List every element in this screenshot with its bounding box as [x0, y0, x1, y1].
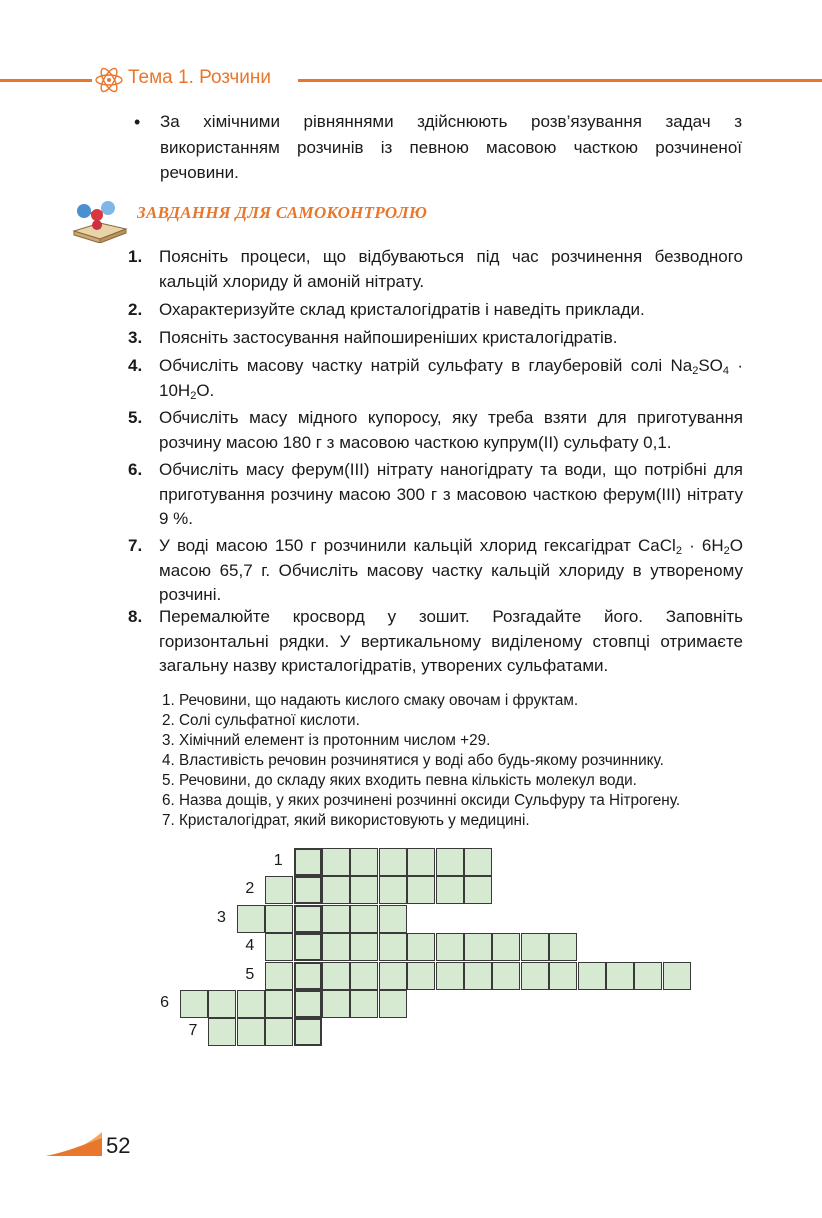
page-corner-swoosh-icon [44, 1130, 104, 1160]
task-text [159, 354, 743, 403]
task-number: 7. [128, 536, 143, 555]
crossword-cell [180, 990, 208, 1018]
crossword-cell [521, 933, 549, 961]
crossword-clue: 4. Властивість речовин розчинятися у воді або будь-якому розчиннику. [162, 752, 664, 769]
crossword-cell [265, 933, 293, 961]
task-text: Перемалюйте кросворд у зошит. Розгадайте його. Заповніть горизонтальні рядки. У вертикальному виділеному стовпці отримаєте загальну назву кристалогідратів, утворених сульфатами. [159, 607, 743, 675]
task-text-part: масою 65,7 г. Обчисліть масову частку кальцій хлориду в утвореному розчині. [159, 560, 743, 604]
chemical-formula: $Na_2SO_4 \cdot 10H_2O$. [159, 356, 743, 402]
crossword-cell [464, 848, 492, 876]
crossword-cell [322, 905, 350, 933]
crossword-cell [379, 905, 407, 933]
section-heading: ЗАВДАННЯ ДЛЯ САМОКОНТРОЛЮ [137, 203, 428, 222]
crossword-cell [436, 848, 464, 876]
crossword-cell-highlighted [294, 933, 322, 961]
task-number: 6. [128, 460, 143, 479]
crossword-cell-highlighted [294, 905, 322, 933]
crossword-cell [521, 962, 549, 990]
crossword-clue: 2. Солі сульфатної кислоти. [162, 712, 360, 729]
crossword-cell-highlighted [294, 1018, 322, 1046]
crossword-cell [265, 1018, 293, 1046]
crossword-cell [322, 876, 350, 904]
crossword-cell [350, 933, 378, 961]
crossword-cell [322, 962, 350, 990]
crossword-cell-highlighted [294, 962, 322, 990]
crossword-cell [379, 990, 407, 1018]
crossword-cell [407, 848, 435, 876]
crossword-cell [436, 933, 464, 961]
crossword-cell [464, 933, 492, 961]
crossword-cell [436, 876, 464, 904]
task-number: 8. [128, 607, 143, 626]
crossword-cell [492, 933, 520, 961]
crossword-cell [663, 962, 691, 990]
crossword-cell [350, 848, 378, 876]
crossword-cell [464, 876, 492, 904]
task-text: Поясніть застосування найпоширеніших кристалогідратів. [159, 328, 618, 347]
header-rule-left [0, 79, 92, 82]
task-number: 2. [128, 300, 143, 319]
crossword-cell [208, 990, 236, 1018]
crossword-cell [549, 933, 577, 961]
crossword-cell [634, 962, 662, 990]
task-text [159, 534, 743, 608]
crossword-cell [237, 1018, 265, 1046]
crossword-row-number: 5 [245, 965, 255, 983]
crossword-clue: 7. Кристалогідрат, який використовують у медицині. [162, 812, 530, 829]
task-text-part: У воді масою 150 г розчинили кальцій хлорид гексагідрат [159, 536, 631, 555]
crossword-clue: 3. Хімічний елемент із протонним числом +29. [162, 732, 491, 749]
crossword-cell [350, 905, 378, 933]
chemical-formula: CaCl$_2$ · $6H_2O$ [638, 536, 743, 557]
crossword-cell [407, 876, 435, 904]
task-text: Обчисліть масу ферум(ІІІ) нітрату наногідрату та води, що потрібні для приготування розчину масою 300 г з масовою часткою ферум(ІІІ) нітрату 9 %. [159, 460, 743, 528]
crossword-cell [407, 933, 435, 961]
crossword-cell [549, 962, 577, 990]
crossword-row-number: 3 [216, 908, 226, 926]
crossword-clue: 6. Назва дощів, у яких розчинені розчинні оксиди Сульфуру та Нітрогену. [162, 792, 681, 809]
atom-icon [93, 65, 125, 95]
crossword-cell [379, 933, 407, 961]
task-number: 3. [128, 328, 143, 347]
crossword-cell [379, 876, 407, 904]
crossword-cell [492, 962, 520, 990]
task-text-part: Обчисліть масову частку натрій сульфату в глауберовій солі [159, 356, 663, 375]
task-text: Охарактеризуйте склад кристалогідратів і наведіть приклади. [159, 300, 645, 319]
crossword-cell [606, 962, 634, 990]
crossword-cell [322, 990, 350, 1018]
task-text: Обчисліть масу мідного купоросу, яку треба взяти для приготування розчину масою 180 г з масовою часткою купрум(ІІ) сульфату 0,1. [159, 408, 743, 452]
header-rule-right [298, 79, 822, 82]
bullet-marker: • [134, 112, 141, 132]
crossword-cell-highlighted [294, 876, 322, 904]
crossword-cell [237, 905, 265, 933]
page-number: 52 [106, 1133, 131, 1158]
crossword-cell [379, 848, 407, 876]
crossword-cell [265, 990, 293, 1018]
intro-paragraph: За хімічними рівняннями здійснюють розв’язування задач з використанням розчинів із певною масовою часткою розчиненої речовини. [160, 112, 742, 182]
crossword-row-number: 1 [273, 852, 283, 869]
molecule-book-icon [70, 197, 130, 243]
task-number: 4. [128, 356, 143, 375]
crossword-cell [464, 962, 492, 990]
crossword-cell-highlighted [294, 990, 322, 1018]
crossword-cell [436, 962, 464, 990]
chapter-title: Тема 1. Розчини [128, 67, 272, 88]
crossword-clue: 5. Речовини, до складу яких входить певна кількість молекул води. [162, 772, 637, 789]
crossword-cell [578, 962, 606, 990]
crossword-cell [350, 990, 378, 1018]
crossword-cell [265, 962, 293, 990]
crossword-clue: 1. Речовини, що надають кислого смаку овочам і фруктам. [162, 692, 579, 709]
task-number: 5. [128, 408, 143, 427]
crossword-cell-highlighted [294, 848, 322, 876]
crossword-row-number: 4 [245, 937, 255, 955]
task-text: Поясніть процеси, що відбуваються під час розчинення безводного кальцій хлориду й амоній нітрату. [159, 247, 743, 291]
crossword-row-number: 2 [245, 880, 255, 898]
crossword-row-number: 6 [160, 994, 170, 1011]
crossword-row-number: 7 [188, 1022, 198, 1040]
crossword-cell [208, 1018, 236, 1046]
task-number: 1. [128, 247, 143, 266]
crossword-cell [379, 962, 407, 990]
crossword-cell [322, 933, 350, 961]
crossword-cell [350, 876, 378, 904]
crossword-cell [407, 962, 435, 990]
crossword-cell [322, 848, 350, 876]
crossword-cell [265, 905, 293, 933]
crossword-cell [350, 962, 378, 990]
crossword-cell [265, 876, 293, 904]
crossword-cell [237, 990, 265, 1018]
